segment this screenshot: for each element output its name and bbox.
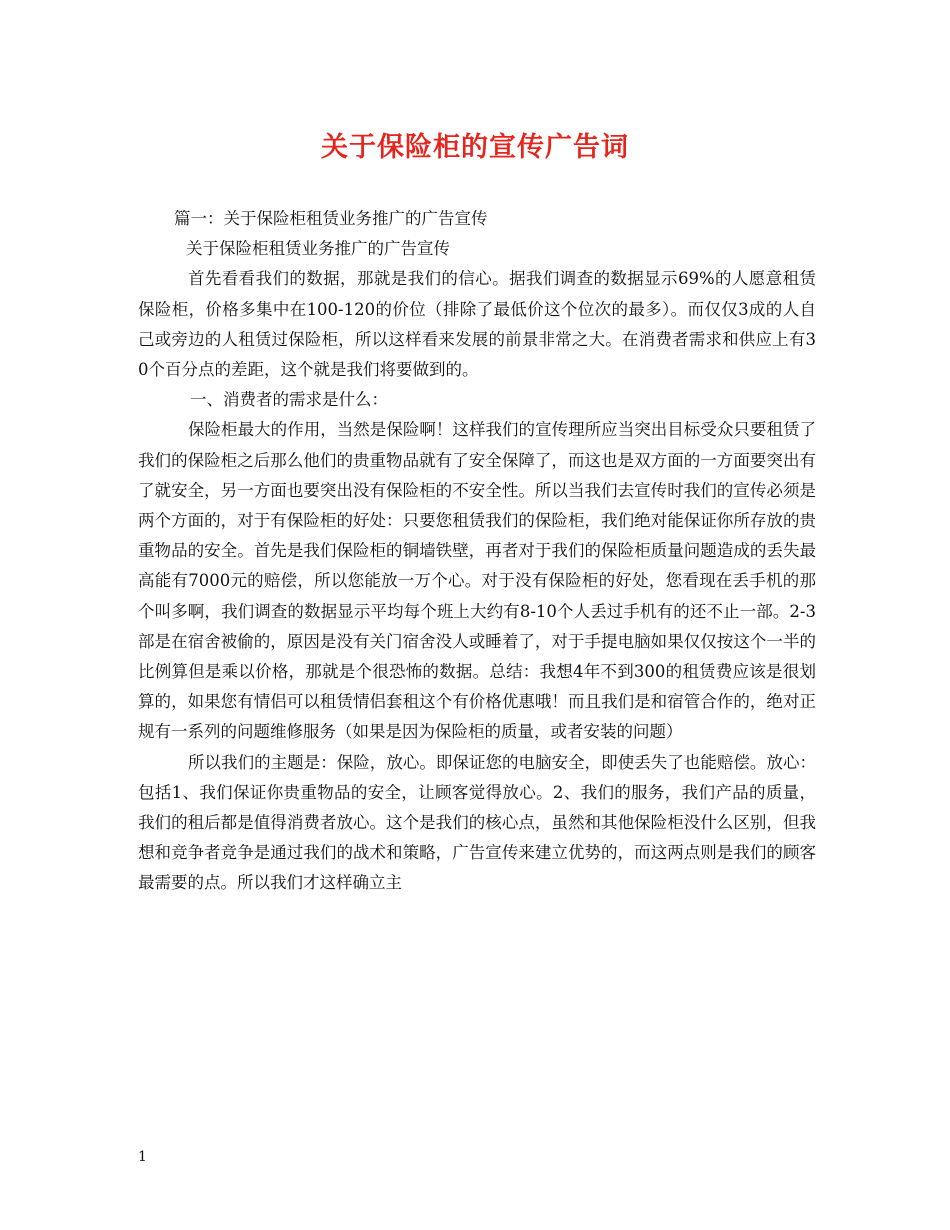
paragraph-data-intro: 首先看看我们的数据，那就是我们的信心。据我们调查的数据显示69%的人愿意租赁保险柜，价格多集中在100-120的价位（排除了最低价这个位次的最多）。而仅仅3成的人自己或旁边的人租赁过保险柜，所以这样看来发展的前景非常之大。在消费者需求和供应上有30个百分点的差距，这个就是我们将要做到的。 (138, 269, 816, 380)
page-number: 1 (138, 1149, 147, 1165)
article-subheading: 关于保险柜租赁业务推广的广告宣传 (186, 239, 450, 259)
paragraph-theme: 所以我们的主题是：保险，放心。即保证您的电脑安全，即使丢失了也能赔偿。放心：包括1、我们保证你贵重物品的安全，让顾客觉得放心。2、我们的服务，我们产品的质量，我们的租后都是值得消费者放心。这个是我们的核心点，虽然和其他保险柜没什么区别，但我想和竞争者竞争是通过我们的战术和策略，广告宣传来建立优势的，而这两点则是我们的顾客最需要的点。所以我们才这样确立主 (138, 752, 816, 893)
document-title: 关于保险柜的宣传广告词 (321, 132, 629, 163)
article-heading: 篇一：关于保险柜租赁业务推广的广告宣传 (174, 209, 488, 228)
document-body (138, 204, 816, 899)
section-heading-consumer-needs: 一、消费者的需求是什么： (190, 390, 388, 410)
paragraph-consumer-needs: 保险柜最大的作用，当然是保险啊！这样我们的宣传理所应当突出目标受众只要租赁了我们的保险柜之后那么他们的贵重物品就有了安全保障了，而这也是双方面的一方面要突出有了就安全，另一方面也要突出没有保险柜的不安全性。所以当我们去宣传时我们的宣传必须是两个方面的，对于有保险柜的好处：只要您租赁我们的保险柜，我们绝对能保证你所存放的贵重物品的安全。首先是我们保险柜的铜墙铁壁，再者对于我们的保险柜质量问题造成的丢失最高能有7000元的赔偿，所以您能放一万个心。对于没有保险柜的好处，您看现在丢手机的那个叫多啊，我们调查的数据显示平均每个班上大约有8-10个人丢过手机有的还不止一部。2-3部是在宿舍被偷的，原因是没有关门宿舍没人或睡着了，对于手提电脑如果仅仅按这个一半的比例算但是乘以价格，那就是个很恐怖的数据。总结：我想4年不到300的租赁费应该是很划算的，如果您有情侣可以租赁情侣套租这个有价格优惠哦！而且我们是和宿管合作的，绝对正规有一系列的问题维修服务（如果是因为保险柜的质量，或者安装的问题） (138, 420, 816, 742)
